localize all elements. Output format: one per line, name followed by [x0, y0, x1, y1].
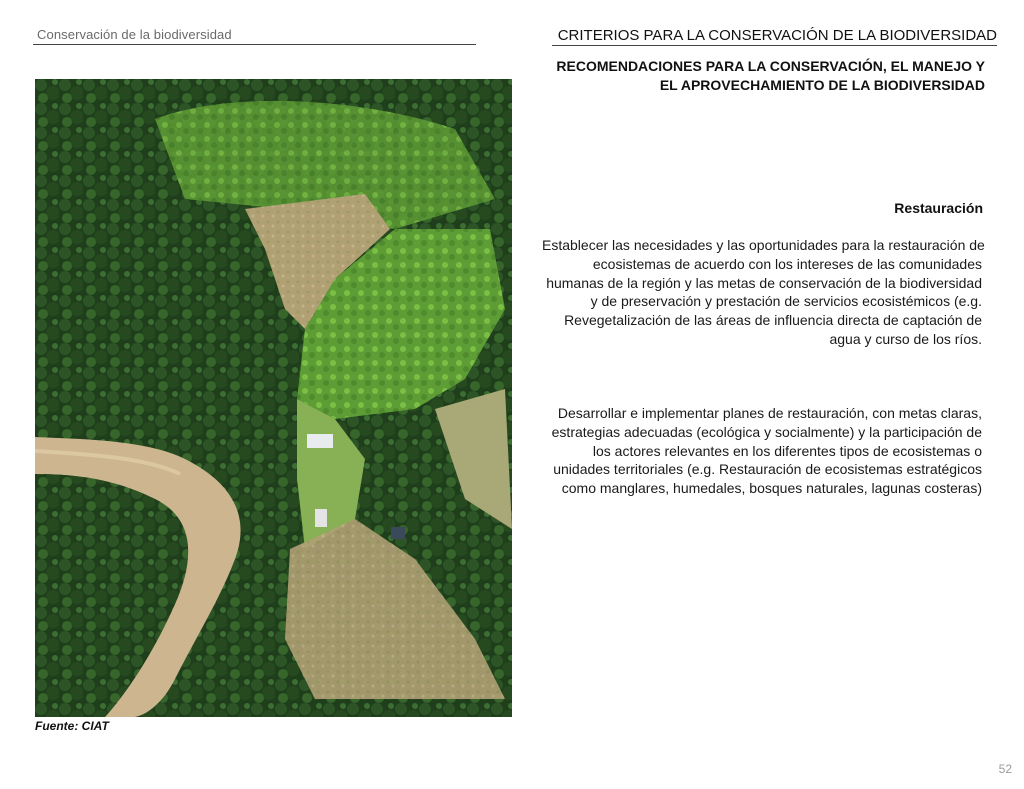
aerial-forest-illustration — [35, 79, 512, 717]
building-roof — [307, 434, 333, 448]
header-rule-right — [552, 45, 997, 46]
aerial-forest-photo — [35, 79, 512, 717]
building-roof — [391, 527, 405, 539]
building-roof — [315, 509, 327, 527]
paragraph-line: ecosistemas de acuerdo con los intereses de las comunidades — [592, 255, 982, 272]
paragraph-line: y de preservación y prestación de servicios ecosistémicos (e.g. — [590, 293, 982, 310]
paragraph-line: como manglares, humedales, bosques naturales, lagunas costeras) — [561, 480, 982, 497]
paragraph-1 — [542, 236, 985, 349]
header-rule-left — [33, 44, 476, 45]
paragraph-line: los actores relevantes en los diferentes tipos de ecosistemas o — [592, 442, 982, 459]
paragraph-line: estrategias adecuadas (ecológica y socialmente) y la participación de — [551, 423, 982, 440]
paragraph-line: Revegetalización de las áreas de influencia directa de captación de — [564, 312, 982, 329]
paragraph-line: agua y curso de los ríos. — [829, 330, 982, 347]
running-header-right: CRITERIOS PARA LA CONSERVACIÓN DE LA BIODIVERSIDAD — [557, 27, 997, 44]
paragraph-line: unidades territoriales (e.g. Restauración de ecosistemas estratégicos — [553, 461, 982, 478]
paragraph-line: Desarrollar e implementar planes de restauración, con metas claras, — [557, 405, 982, 421]
subheading-restauracion: Restauración — [894, 200, 983, 216]
paragraph-line: humanas de la región y las metas de conservación de la biodiversidad — [546, 274, 982, 291]
page-number: 52 — [998, 762, 1012, 776]
paragraph-line: Establecer las necesidades y las oportunidades para la restauración de — [542, 237, 985, 253]
section-title-line-2: EL APROVECHAMIENTO DE LA BIODIVERSIDAD — [659, 77, 985, 93]
section-title — [545, 57, 985, 95]
figure-caption: Fuente: CIAT — [35, 719, 109, 733]
section-title-line-1: RECOMENDACIONES PARA LA CONSERVACIÓN, EL MANEJO Y — [556, 58, 985, 74]
paragraph-2 — [542, 404, 982, 498]
running-header-left: Conservación de la biodiversidad — [37, 27, 232, 42]
